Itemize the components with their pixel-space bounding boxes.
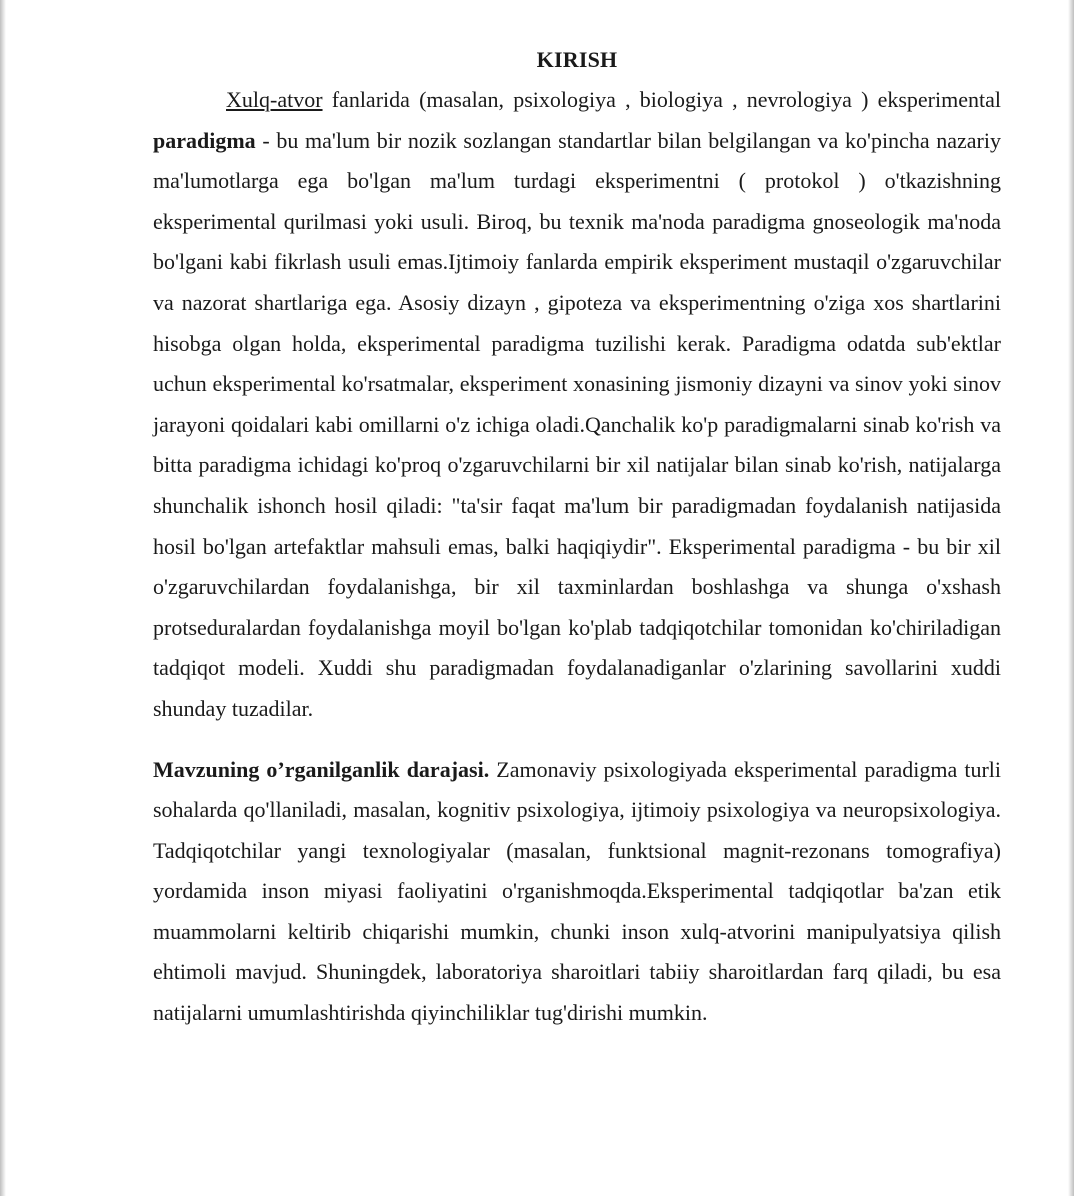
document-title: KIRISH xyxy=(536,47,618,72)
page-edge-right xyxy=(1068,0,1074,1196)
document-page xyxy=(153,40,1001,1034)
intro-text-part1: fanlarida (masalan, psixologiya , biologiya , nevrologiya ) eksperimental xyxy=(322,87,1001,112)
intro-term-underlined: Xulq-atvor xyxy=(226,87,323,112)
section2-body: Zamonaviy psixologiyada eksperimental paradigma turli sohalarda qo'llaniladi, masalan, kognitiv psixologiya, ijtimoiy psixologiya va neuropsixologiya. Tadqiqotchilar yangi texnologiyalar (masalan, funktsional magnit-rezonans tomografiya) yordamida inson miyasi faoliyatini o'rganishmoqda.Eksperimental tadqiqotlar ba'zan etik muammolarni keltirib chiqarishi mumkin, chunki inson xulq-atvorini manipulyatsiya qilish ehtimoli mavjud. Shuningdek, laboratoriya sharoitlari tabiiy sharoitlardan farq qiladi, bu esa natijalarni umumlashtirishda qiyinchiliklar tug'dirishi mumkin. xyxy=(153,756,1001,1026)
section2-paragraph xyxy=(153,750,1001,1034)
intro-bold-term: paradigma xyxy=(153,127,256,153)
page-edge-left xyxy=(0,0,6,1196)
section2-heading: Mavzuning o’rganilganlik darajasi. xyxy=(153,756,490,782)
intro-paragraph xyxy=(153,80,1001,730)
intro-text-part2: - bu ma'lum bir nozik sozlangan standartlar bilan belgilangan va ko'pincha nazariy ma'lumotlarga ega bo'lgan ma'lum turdagi eksperimentni ( protokol ) o'tkazishning eksperimental qurilmasi yoki usuli. Biroq, bu texnik ma'noda paradigma gnoseologik ma'noda bo'lgani kabi fikrlash usuli emas.Ijtimoiy fanlarda empirik eksperiment mustaqil o'zgaruvchilar va nazorat shartlariga ega. Asosiy dizayn , gipoteza va eksperimentning o'ziga xos shartlarini hisobga olgan holda, eksperimental paradigma tuzilishi kerak. Paradigma odatda sub'ektlar uchun eksperimental ko'rsatmalar, eksperiment xonasining jismoniy dizayni va sinov yoki sinov jarayoni qoidalari kabi omillarni o'z ichiga oladi.Qanchalik ko'p paradigmalarni sinab ko'rish va bitta paradigma ichidagi ko'proq o'zgaruvchilarni bir xil natijalar bilan sinab ko'rish, natijalarga shunchalik ishonch hosil qiladi: "ta'sir faqat ma'lum bir paradigmadan foydalanish natijasida hosil bo'lgan artefaktlar mahsuli emas, balki haqiqiydir". Eksperimental paradigma - bu bir xil o'zgaruvchilardan foydalanishga, bir xil taxminlardan boshlashga va shunga o'xshash protseduralardan foydalanishga moyil bo'lgan ko'plab tadqiqotchilar tomonidan ko'chiriladigan tadqiqot modeli. Xuddi shu paradigmadan foydalanadiganlar o'zlarining savollarini xuddi shunday tuzadilar. xyxy=(153,127,1001,721)
